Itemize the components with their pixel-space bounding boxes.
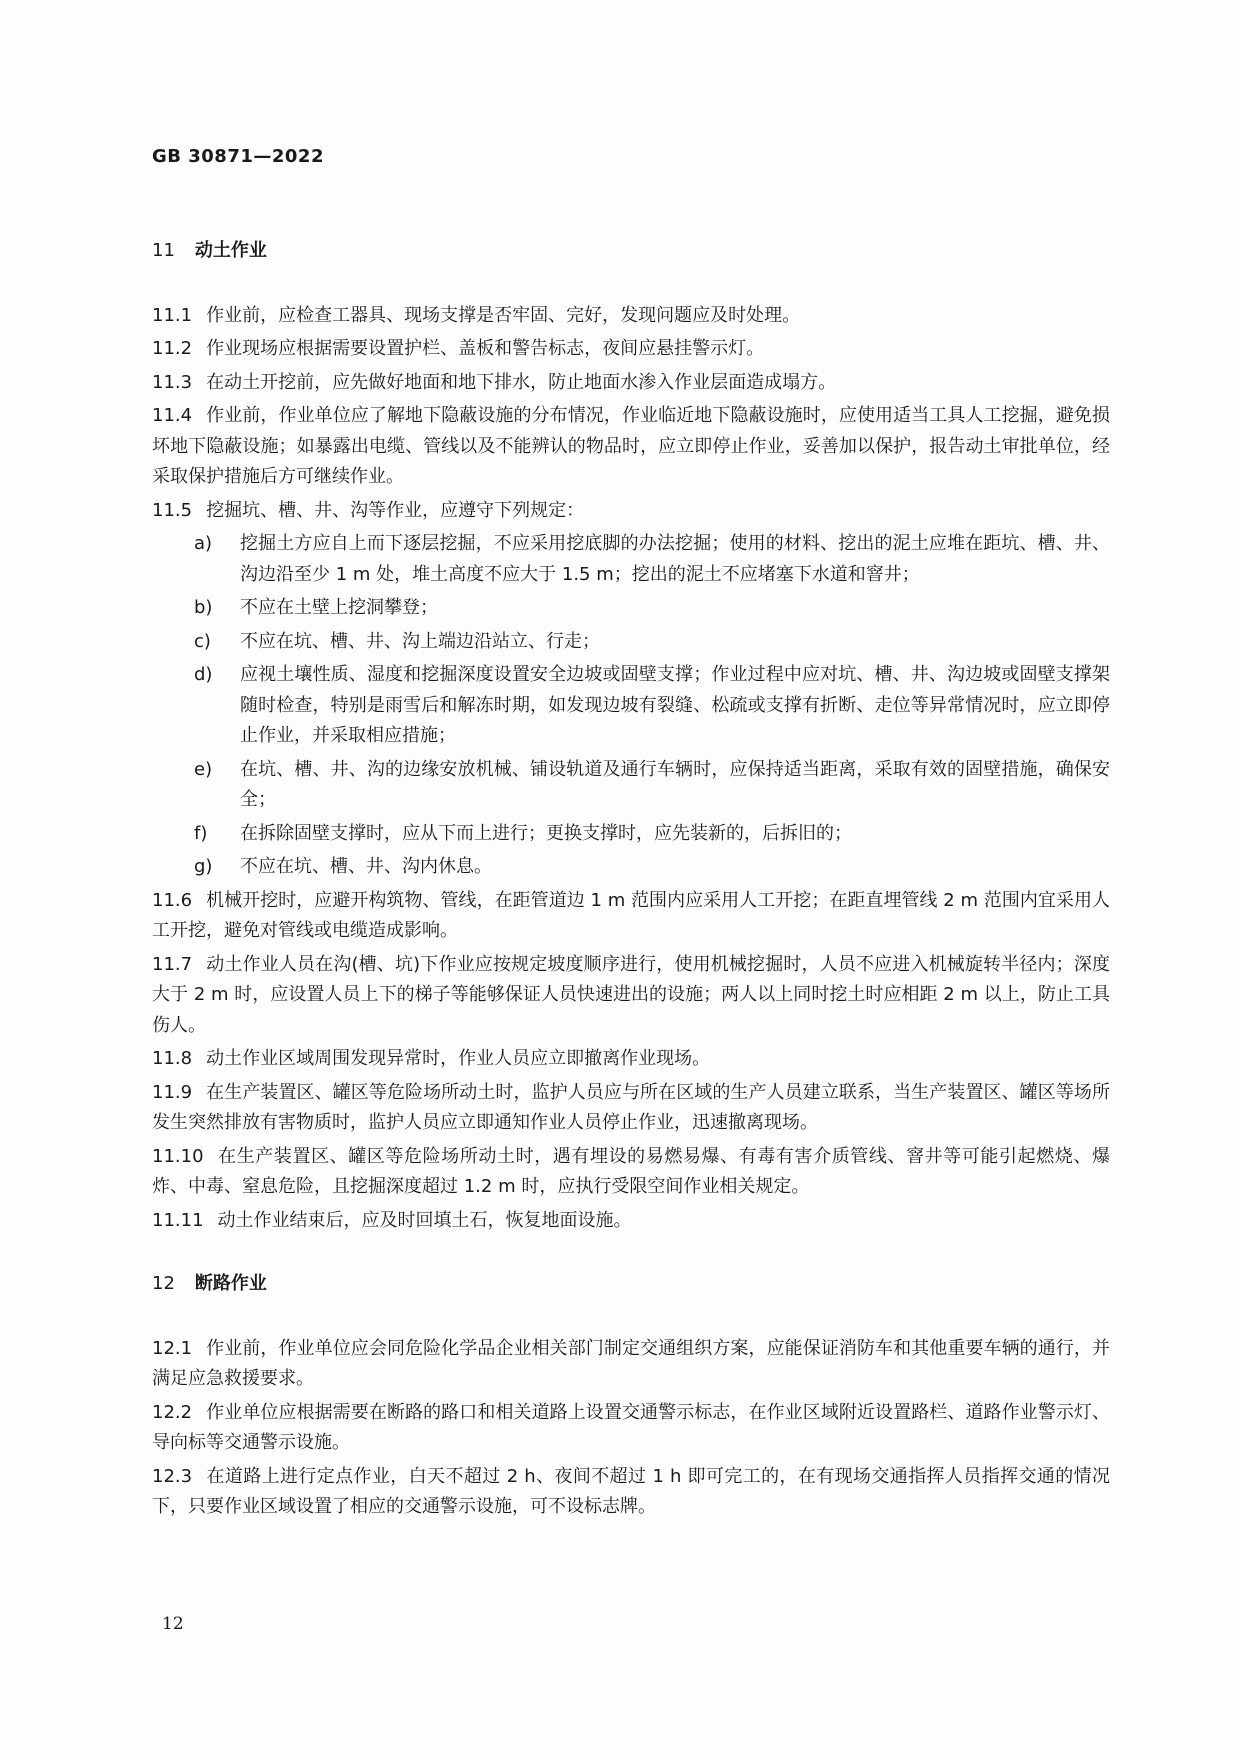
section-heading: [152, 236, 1110, 267]
clause-number: 11.5: [152, 499, 193, 521]
clause-text: 在道路上进行定点作业，白天不超过 2 h、夜间不超过 1 h 即可完工的，在有现场交通指挥人员指挥交通的情况下，只要作业区域设置了相应的交通警示设施，可不设标志牌。: [152, 1465, 1110, 1517]
list-marker: c): [194, 630, 211, 652]
clause: [152, 496, 1110, 527]
clause: [152, 1078, 1110, 1139]
clause: [152, 1398, 1110, 1459]
clause-number: 11.11: [152, 1209, 204, 1231]
section-number: 12: [152, 1273, 175, 1294]
clause: [152, 401, 1110, 493]
list-text: 应视土壤性质、湿度和挖掘深度设置安全边坡或固壁支撑；作业过程中应对坑、槽、井、沟边坡或固壁支撑架随时检查，特别是雨雪后和解冻时期，如发现边坡有裂缝、松疏或支撑有折断、走位等异常情况时，应立即停止作业，并采取相应措施；: [240, 664, 1110, 746]
list-item: [152, 627, 1110, 658]
clause-number: 11.9: [152, 1081, 193, 1103]
list-item: [152, 819, 1110, 850]
clause: [152, 1206, 1110, 1237]
clause-text: 作业单位应根据需要在断路的路口和相关道路上设置交通警示标志，在作业区域附近设置路栏、道路作业警示灯、导向标等交通警示设施。: [152, 1401, 1110, 1453]
clause: [152, 301, 1110, 332]
list-text: 不应在土壁上挖洞攀登；: [240, 597, 438, 618]
list-marker: d): [194, 664, 213, 685]
clause: [152, 1142, 1110, 1203]
clause-number: 12.1: [152, 1337, 193, 1359]
clause: [152, 368, 1110, 399]
clause-text: 动土作业结束后，应及时回填土石，恢复地面设施。: [217, 1209, 632, 1231]
list-item: [152, 529, 1110, 590]
list-marker: b): [194, 597, 213, 618]
clause-text: 挖掘坑、槽、井、沟等作业，应遵守下列规定：: [206, 499, 585, 521]
clause: [152, 886, 1110, 947]
list-marker: e): [194, 758, 213, 780]
list-item: [152, 660, 1110, 752]
page-content: [152, 236, 1110, 1526]
clause-text: 机械开挖时，应避开构筑物、管线，在距管道边 1 m 范围内应采用人工开挖；在距直埋管线 2 m 范围内宜采用人工开挖，避免对管线或电缆造成影响。: [152, 889, 1110, 941]
list-item: [152, 755, 1110, 816]
clause: [152, 1462, 1110, 1523]
list-text: 在坑、槽、井、沟的边缘安放机械、铺设轨道及通行车辆时，应保持适当距离，采取有效的固壁措施，确保安全；: [240, 758, 1110, 810]
list-text: 不应在坑、槽、井、沟内休息。: [240, 856, 492, 877]
clause-number: 11.7: [152, 953, 193, 975]
clause-number: 12.2: [152, 1401, 193, 1423]
clause-list: [152, 529, 1110, 883]
list-marker: f): [194, 822, 208, 844]
clause-number: 11.10: [152, 1145, 204, 1167]
clause-number: 11.3: [152, 371, 193, 393]
clause-text: 作业前，作业单位应了解地下隐蔽设施的分布情况，作业临近地下隐蔽设施时，应使用适当工具人工挖掘，避免损坏地下隐蔽设施；如暴露出电缆、管线以及不能辨认的物品时，应立即停止作业，妥善加以保护，报告动土审批单位，经采取保护措施后方可继续作业。: [152, 405, 1110, 487]
list-text: 挖掘土方应自上而下逐层挖掘，不应采用挖底脚的办法挖掘；使用的材料、挖出的泥土应堆在距坑、槽、井、沟边沿至少 1 m 处，堆土高度不应大于 1.5 m；挖出的泥土不应堵塞下水道和窨井；: [240, 533, 1110, 585]
clause-number: 12.3: [152, 1465, 193, 1487]
list-text: 在拆除固壁支撑时，应从下而上进行；更换支撑时，应先装新的，后拆旧的；: [240, 822, 852, 844]
clause: [152, 1334, 1110, 1395]
clause-text: 动土作业人员在沟(槽、坑)下作业应按规定坡度顺序进行，使用机械挖掘时，人员不应进入机械旋转半径内；深度大于 2 m 时，应设置人员上下的梯子等能够保证人员快速进出的设施；两人以上同时挖土时应相距 2 m 以上，防止工具伤人。: [152, 953, 1110, 1036]
list-item: [152, 593, 1110, 624]
clause-number: 11.1: [152, 304, 193, 326]
section-heading: [152, 1269, 1110, 1300]
clause-text: 在动土开挖前，应先做好地面和地下排水，防止地面水渗入作业层面造成塌方。: [206, 371, 837, 393]
list-marker: a): [194, 533, 213, 554]
section-title: 动土作业: [194, 240, 267, 261]
clause-number: 11.8: [152, 1048, 193, 1069]
clause-number: 11.4: [152, 405, 193, 426]
clause-text: 作业前，作业单位应会同危险化学品企业相关部门制定交通组织方案，应能保证消防车和其他重要车辆的通行，并满足应急救援要求。: [152, 1337, 1110, 1389]
clause-number: 11.6: [152, 889, 193, 911]
clause: [152, 1044, 1110, 1075]
standard-code: GB 30871—2022: [152, 146, 324, 167]
list-text: 不应在坑、槽、井、沟上端边沿站立、行走；: [240, 630, 600, 652]
clause-text: 在生产装置区、罐区等危险场所动土时，监护人员应与所在区域的生产人员建立联系，当生产装置区、罐区等场所发生突然排放有害物质时，监护人员应立即通知作业人员停止作业，迅速撤离现场。: [152, 1081, 1110, 1133]
clause-text: 作业现场应根据需要设置护栏、盖板和警告标志，夜间应悬挂警示灯。: [206, 338, 765, 359]
section-number: 11: [152, 240, 175, 261]
clause: [152, 334, 1110, 365]
section-title: 断路作业: [194, 1273, 267, 1294]
section-spacer: [152, 1239, 1110, 1269]
page-number: 12: [162, 1614, 184, 1634]
clause: [152, 950, 1110, 1042]
clause-number: 11.2: [152, 338, 193, 359]
list-item: [152, 852, 1110, 883]
list-marker: g): [194, 856, 213, 877]
clause-text: 作业前，应检查工器具、现场支撑是否牢固、完好，发现问题应及时处理。: [206, 304, 801, 326]
clause-text: 动土作业区域周围发现异常时，作业人员应立即撤离作业现场。: [206, 1048, 711, 1069]
clause-text: 在生产装置区、罐区等危险场所动土时，遇有埋设的易燃易爆、有毒有害介质管线、窨井等可能引起燃烧、爆炸、中毒、窒息危险，且挖掘深度超过 1.2 m 时，应执行受限空间作业相关规定。: [152, 1145, 1110, 1197]
